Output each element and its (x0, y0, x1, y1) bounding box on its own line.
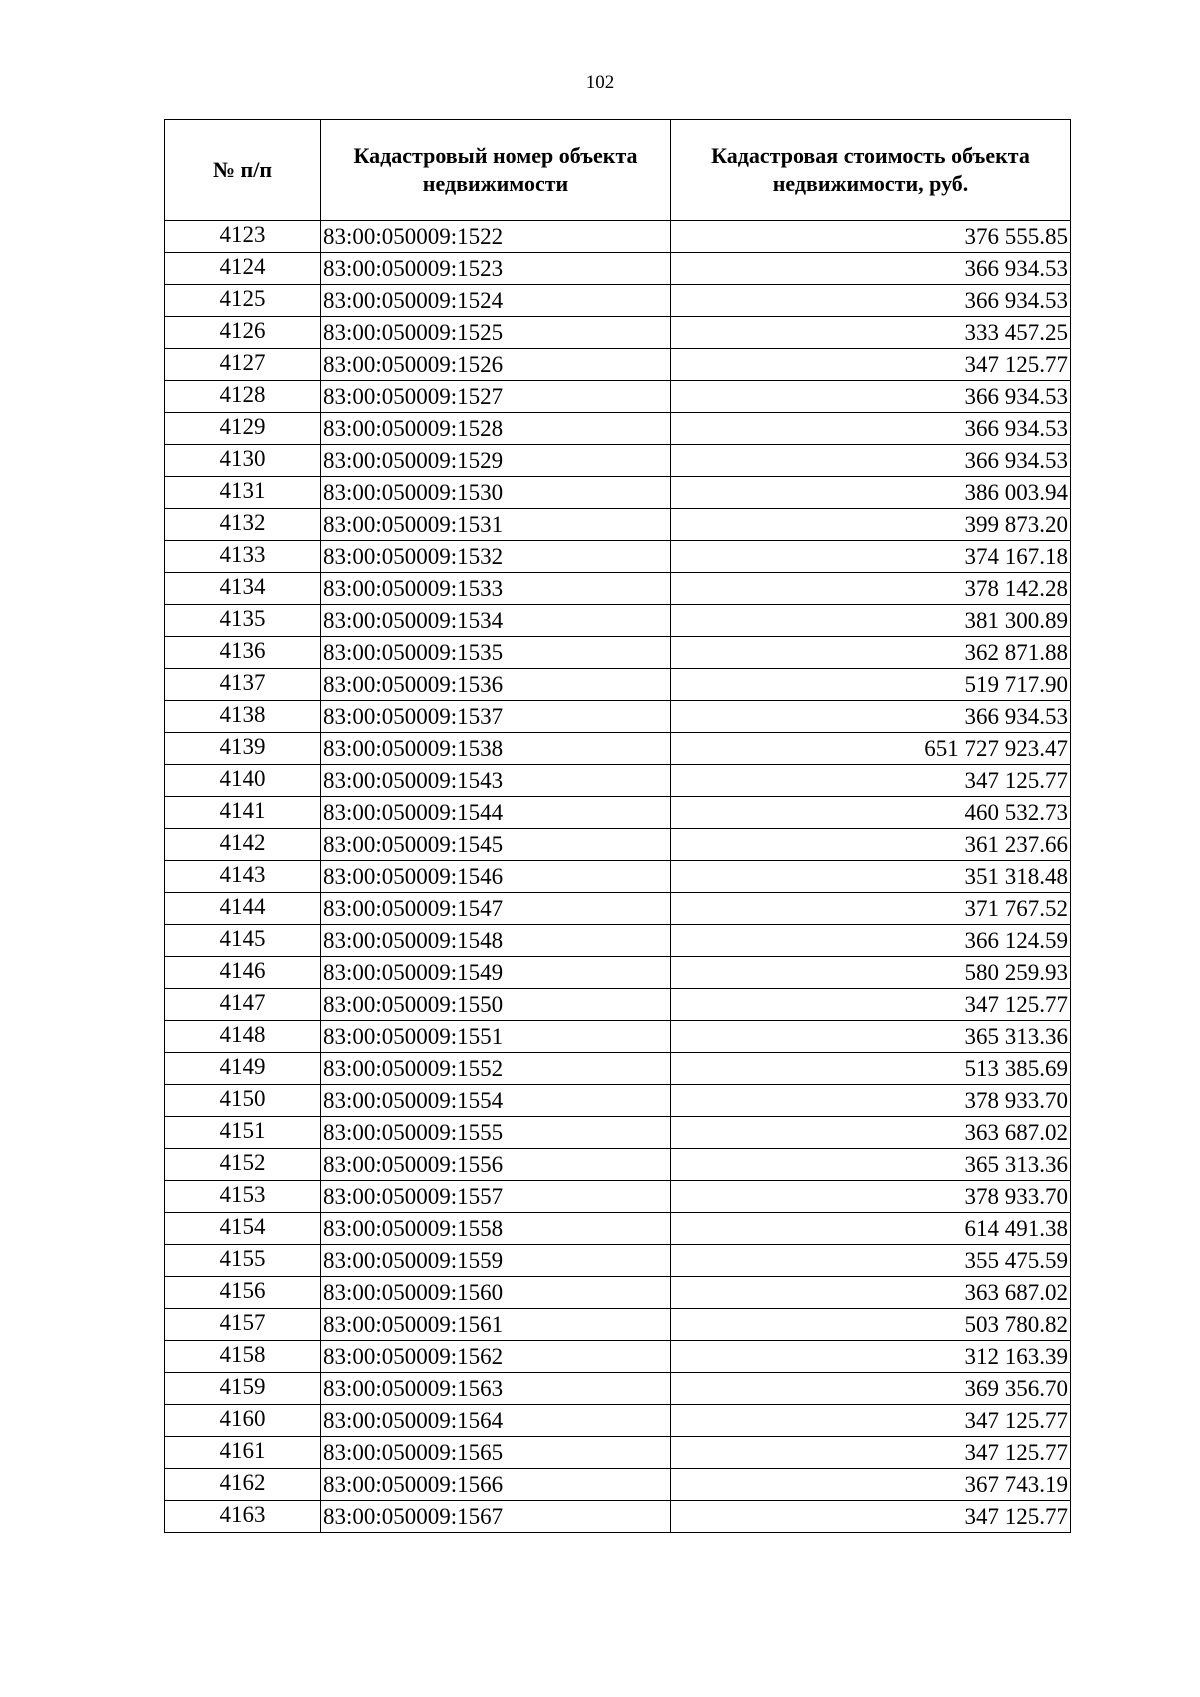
cadastral-number-cell: 83:00:050009:1531 (321, 509, 671, 541)
cadastral-value-cell: 366 934.53 (671, 285, 1071, 317)
cadastral-value-cell: 386 003.94 (671, 477, 1071, 509)
cadastral-number-cell: 83:00:050009:1523 (321, 253, 671, 285)
cadastral-value-cell: 614 491.38 (671, 1213, 1071, 1245)
cadastral-number-cell: 83:00:050009:1563 (321, 1373, 671, 1405)
table-row (165, 541, 1071, 573)
table-row (165, 509, 1071, 541)
table-row (165, 1085, 1071, 1117)
row-number-cell: 4142 (165, 829, 321, 861)
cadastral-number-cell: 83:00:050009:1538 (321, 733, 671, 765)
row-number-cell: 4154 (165, 1213, 321, 1245)
cadastral-value-cell: 651 727 923.47 (671, 733, 1071, 765)
row-number-cell: 4148 (165, 1021, 321, 1053)
cadastral-number-cell: 83:00:050009:1546 (321, 861, 671, 893)
cadastral-number-cell: 83:00:050009:1534 (321, 605, 671, 637)
cadastral-value-cell: 363 687.02 (671, 1117, 1071, 1149)
cadastral-value-cell: 347 125.77 (671, 1405, 1071, 1437)
cadastral-number-cell: 83:00:050009:1555 (321, 1117, 671, 1149)
row-number-cell: 4149 (165, 1053, 321, 1085)
row-number-cell: 4158 (165, 1341, 321, 1373)
table-row (165, 765, 1071, 797)
row-number-cell: 4163 (165, 1501, 321, 1533)
header-cadastral-value: Кадастровая стоимость объекта недвижимости, руб. (671, 120, 1071, 221)
cadastral-value-cell: 367 743.19 (671, 1469, 1071, 1501)
table-row (165, 701, 1071, 733)
cadastral-value-cell: 366 934.53 (671, 381, 1071, 413)
cadastral-number-cell: 83:00:050009:1543 (321, 765, 671, 797)
table-row (165, 253, 1071, 285)
row-number-cell: 4152 (165, 1149, 321, 1181)
row-number-cell: 4141 (165, 797, 321, 829)
cadastral-number-cell: 83:00:050009:1559 (321, 1245, 671, 1277)
row-number-cell: 4123 (165, 221, 321, 253)
row-number-cell: 4160 (165, 1405, 321, 1437)
cadastral-value-cell: 580 259.93 (671, 957, 1071, 989)
cadastral-number-cell: 83:00:050009:1561 (321, 1309, 671, 1341)
table-row (165, 893, 1071, 925)
table-row (165, 381, 1071, 413)
cadastral-number-cell: 83:00:050009:1547 (321, 893, 671, 925)
cadastral-number-cell: 83:00:050009:1558 (321, 1213, 671, 1245)
row-number-cell: 4156 (165, 1277, 321, 1309)
cadastral-value-cell: 366 934.53 (671, 445, 1071, 477)
row-number-cell: 4143 (165, 861, 321, 893)
table-row (165, 317, 1071, 349)
row-number-cell: 4132 (165, 509, 321, 541)
cadastral-number-cell: 83:00:050009:1552 (321, 1053, 671, 1085)
cadastral-value-cell: 374 167.18 (671, 541, 1071, 573)
table-row (165, 1309, 1071, 1341)
cadastral-number-cell: 83:00:050009:1526 (321, 349, 671, 381)
cadastral-value-cell: 347 125.77 (671, 1501, 1071, 1533)
table-row (165, 1021, 1071, 1053)
table-row (165, 1213, 1071, 1245)
cadastral-number-cell: 83:00:050009:1557 (321, 1181, 671, 1213)
cadastral-value-cell: 366 124.59 (671, 925, 1071, 957)
cadastral-number-cell: 83:00:050009:1564 (321, 1405, 671, 1437)
table-row (165, 1341, 1071, 1373)
row-number-cell: 4153 (165, 1181, 321, 1213)
table-row (165, 285, 1071, 317)
row-number-cell: 4127 (165, 349, 321, 381)
table-row (165, 1437, 1071, 1469)
row-number-cell: 4157 (165, 1309, 321, 1341)
cadastral-number-cell: 83:00:050009:1560 (321, 1277, 671, 1309)
table-row (165, 573, 1071, 605)
cadastral-value-cell: 361 237.66 (671, 829, 1071, 861)
row-number-cell: 4159 (165, 1373, 321, 1405)
cadastral-value-cell: 347 125.77 (671, 765, 1071, 797)
cadastral-number-cell: 83:00:050009:1556 (321, 1149, 671, 1181)
row-number-cell: 4151 (165, 1117, 321, 1149)
table-row (165, 413, 1071, 445)
cadastral-number-cell: 83:00:050009:1562 (321, 1341, 671, 1373)
table-row (165, 1149, 1071, 1181)
cadastral-value-cell: 460 532.73 (671, 797, 1071, 829)
cadastral-value-cell: 378 933.70 (671, 1181, 1071, 1213)
row-number-cell: 4135 (165, 605, 321, 637)
cadastral-value-cell: 333 457.25 (671, 317, 1071, 349)
table-row (165, 797, 1071, 829)
cadastral-number-cell: 83:00:050009:1544 (321, 797, 671, 829)
cadastral-value-cell: 381 300.89 (671, 605, 1071, 637)
cadastral-value-cell: 312 163.39 (671, 1341, 1071, 1373)
table-row (165, 989, 1071, 1021)
cadastral-number-cell: 83:00:050009:1566 (321, 1469, 671, 1501)
table-row (165, 1245, 1071, 1277)
cadastre-table (164, 119, 1071, 1533)
cadastral-value-cell: 362 871.88 (671, 637, 1071, 669)
row-number-cell: 4138 (165, 701, 321, 733)
table-row (165, 1405, 1071, 1437)
cadastral-value-cell: 351 318.48 (671, 861, 1071, 893)
cadastral-number-cell: 83:00:050009:1522 (321, 221, 671, 253)
row-number-cell: 4147 (165, 989, 321, 1021)
row-number-cell: 4162 (165, 1469, 321, 1501)
cadastral-value-cell: 369 356.70 (671, 1373, 1071, 1405)
row-number-cell: 4126 (165, 317, 321, 349)
cadastral-number-cell: 83:00:050009:1535 (321, 637, 671, 669)
cadastral-number-cell: 83:00:050009:1524 (321, 285, 671, 317)
cadastral-number-cell: 83:00:050009:1527 (321, 381, 671, 413)
table-row (165, 733, 1071, 765)
table-row (165, 349, 1071, 381)
table-row (165, 861, 1071, 893)
table-row (165, 221, 1071, 253)
row-number-cell: 4145 (165, 925, 321, 957)
table-row (165, 669, 1071, 701)
cadastral-value-cell: 519 717.90 (671, 669, 1071, 701)
cadastral-value-cell: 371 767.52 (671, 893, 1071, 925)
table-row (165, 477, 1071, 509)
cadastral-value-cell: 355 475.59 (671, 1245, 1071, 1277)
table-row (165, 957, 1071, 989)
cadastral-number-cell: 83:00:050009:1565 (321, 1437, 671, 1469)
cadastral-number-cell: 83:00:050009:1532 (321, 541, 671, 573)
cadastral-number-cell: 83:00:050009:1529 (321, 445, 671, 477)
table-header (165, 120, 1071, 221)
cadastral-value-cell: 378 933.70 (671, 1085, 1071, 1117)
cadastral-value-cell: 347 125.77 (671, 349, 1071, 381)
table-row (165, 637, 1071, 669)
row-number-cell: 4146 (165, 957, 321, 989)
table-row (165, 1373, 1071, 1405)
row-number-cell: 4133 (165, 541, 321, 573)
table-row (165, 925, 1071, 957)
row-number-cell: 4128 (165, 381, 321, 413)
table-row (165, 829, 1071, 861)
cadastral-number-cell: 83:00:050009:1548 (321, 925, 671, 957)
cadastral-number-cell: 83:00:050009:1530 (321, 477, 671, 509)
row-number-cell: 4134 (165, 573, 321, 605)
cadastral-value-cell: 376 555.85 (671, 221, 1071, 253)
cadastral-value-cell: 513 385.69 (671, 1053, 1071, 1085)
row-number-cell: 4161 (165, 1437, 321, 1469)
table-row (165, 1277, 1071, 1309)
cadastral-number-cell: 83:00:050009:1551 (321, 1021, 671, 1053)
row-number-cell: 4155 (165, 1245, 321, 1277)
header-row-number: № п/п (165, 120, 321, 221)
cadastral-number-cell: 83:00:050009:1537 (321, 701, 671, 733)
cadastral-value-cell: 363 687.02 (671, 1277, 1071, 1309)
table-row (165, 445, 1071, 477)
table-body (165, 221, 1071, 1533)
row-number-cell: 4139 (165, 733, 321, 765)
cadastral-number-cell: 83:00:050009:1545 (321, 829, 671, 861)
row-number-cell: 4129 (165, 413, 321, 445)
cadastral-number-cell: 83:00:050009:1536 (321, 669, 671, 701)
cadastral-number-cell: 83:00:050009:1554 (321, 1085, 671, 1117)
table-row (165, 1501, 1071, 1533)
cadastral-value-cell: 347 125.77 (671, 989, 1071, 1021)
cadastral-value-cell: 503 780.82 (671, 1309, 1071, 1341)
cadastral-value-cell: 366 934.53 (671, 253, 1071, 285)
cadastral-number-cell: 83:00:050009:1549 (321, 957, 671, 989)
row-number-cell: 4124 (165, 253, 321, 285)
table-row (165, 1181, 1071, 1213)
cadastral-value-cell: 347 125.77 (671, 1437, 1071, 1469)
cadastral-number-cell: 83:00:050009:1550 (321, 989, 671, 1021)
cadastral-number-cell: 83:00:050009:1525 (321, 317, 671, 349)
cadastral-number-cell: 83:00:050009:1567 (321, 1501, 671, 1533)
row-number-cell: 4150 (165, 1085, 321, 1117)
row-number-cell: 4137 (165, 669, 321, 701)
header-cadastral-number: Кадастровый номер объекта недвижимости (321, 120, 671, 221)
table-row (165, 1053, 1071, 1085)
row-number-cell: 4130 (165, 445, 321, 477)
cadastral-value-cell: 366 934.53 (671, 701, 1071, 733)
row-number-cell: 4140 (165, 765, 321, 797)
row-number-cell: 4144 (165, 893, 321, 925)
cadastral-value-cell: 365 313.36 (671, 1149, 1071, 1181)
table-row (165, 1117, 1071, 1149)
cadastral-value-cell: 378 142.28 (671, 573, 1071, 605)
page-number: 102 (585, 72, 615, 93)
header-row (165, 120, 1071, 221)
cadastral-number-cell: 83:00:050009:1533 (321, 573, 671, 605)
row-number-cell: 4131 (165, 477, 321, 509)
cadastral-value-cell: 365 313.36 (671, 1021, 1071, 1053)
row-number-cell: 4125 (165, 285, 321, 317)
row-number-cell: 4136 (165, 637, 321, 669)
table-row (165, 1469, 1071, 1501)
cadastral-value-cell: 366 934.53 (671, 413, 1071, 445)
table-row (165, 605, 1071, 637)
cadastral-number-cell: 83:00:050009:1528 (321, 413, 671, 445)
cadastral-value-cell: 399 873.20 (671, 509, 1071, 541)
